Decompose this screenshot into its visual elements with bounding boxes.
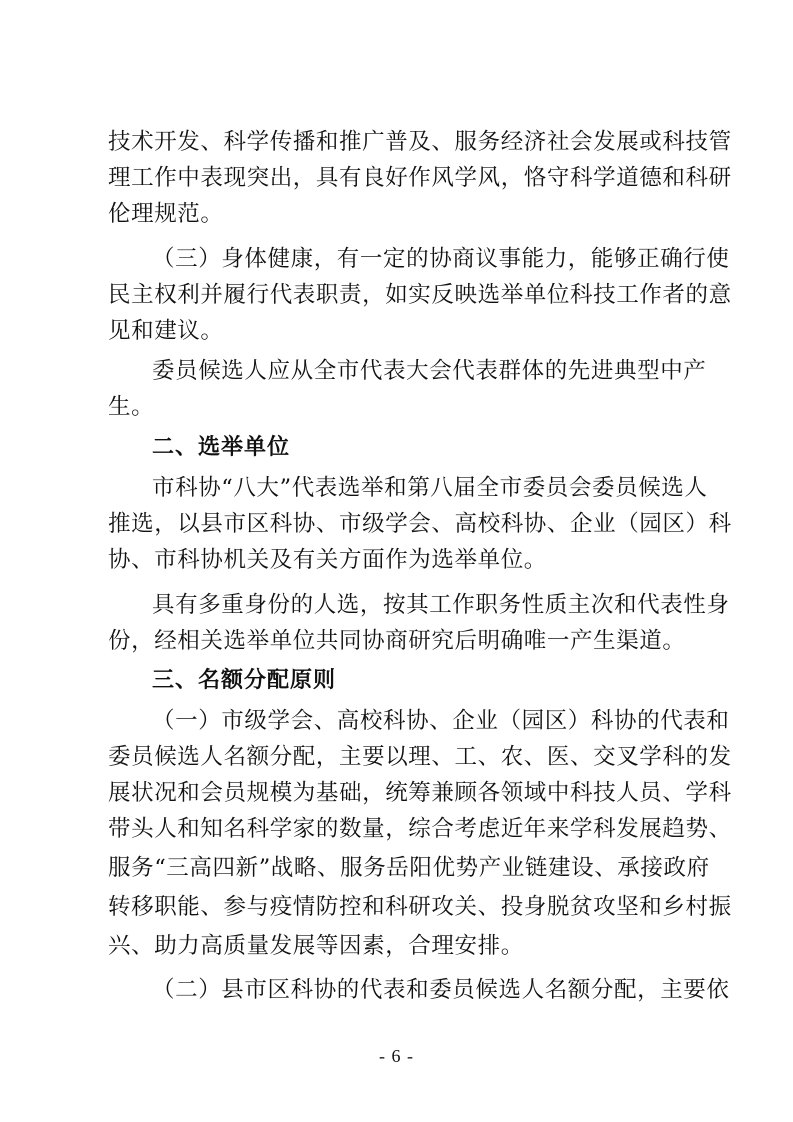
text-line: 委员候选人名额分配，主要以理、工、农、医、交叉学科的发 bbox=[108, 744, 732, 770]
text-line: 推选，以县市区科协、市级学会、高校科协、企业（园区）科 bbox=[108, 511, 732, 537]
text-line: 见和建议。 bbox=[108, 318, 224, 344]
text-line: 兴、助力高质量发展等因素，合理安排。 bbox=[108, 933, 524, 959]
text-line: 展状况和会员规模为基础，统筹兼顾各领域中科技人员、学科 bbox=[108, 780, 732, 806]
text-line: 委员候选人应从全市代表大会代表群体的先进典型中产 bbox=[152, 358, 707, 384]
text-line: （二）县市区科协的代表和委员候选人名额分配，主要依 bbox=[152, 977, 730, 1003]
text-line: （一）市级学会、高校科协、企业（园区）科协的代表和 bbox=[152, 708, 730, 734]
text-line: 生。 bbox=[108, 394, 155, 420]
text-line: （三）身体健康，有一定的协商议事能力，能够正确行使 bbox=[152, 246, 730, 272]
text-line: 伦理规范。 bbox=[108, 201, 224, 227]
page-number: - 6 - bbox=[379, 1046, 414, 1066]
text-line: 具有多重身份的人选，按其工作职务性质主次和代表性身 bbox=[152, 592, 730, 618]
text-line: 协、市科协机关及有关方面作为选举单位。 bbox=[108, 547, 547, 573]
text-line: 市科协“八大”代表选举和第八届全市委员会委员候选人 bbox=[152, 475, 708, 501]
text-line: 民主权利并履行代表职责，如实反映选举单位科技工作者的意 bbox=[108, 282, 732, 308]
text-line: 技术开发、科学传播和推广普及、服务经济社会发展或科技管 bbox=[108, 129, 732, 155]
text-line: 带头人和知名科学家的数量，综合考虑近年来学科发展趋势、 bbox=[108, 816, 732, 842]
section-heading: 二、选举单位 bbox=[152, 435, 291, 460]
section-heading: 三、名额分配原则 bbox=[152, 668, 337, 693]
text-line: 理工作中表现突出，具有良好作风学风，恪守科学道德和科研 bbox=[108, 165, 732, 191]
text-line: 服务“三高四新”战略、服务岳阳优势产业链建设、承接政府 bbox=[108, 855, 710, 881]
text-line: 转移职能、参与疫情防控和科研攻关、投身脱贫攻坚和乡村振 bbox=[108, 894, 732, 920]
text-line: 份，经相关选举单位共同协商研究后明确唯一产生渠道。 bbox=[108, 628, 686, 654]
